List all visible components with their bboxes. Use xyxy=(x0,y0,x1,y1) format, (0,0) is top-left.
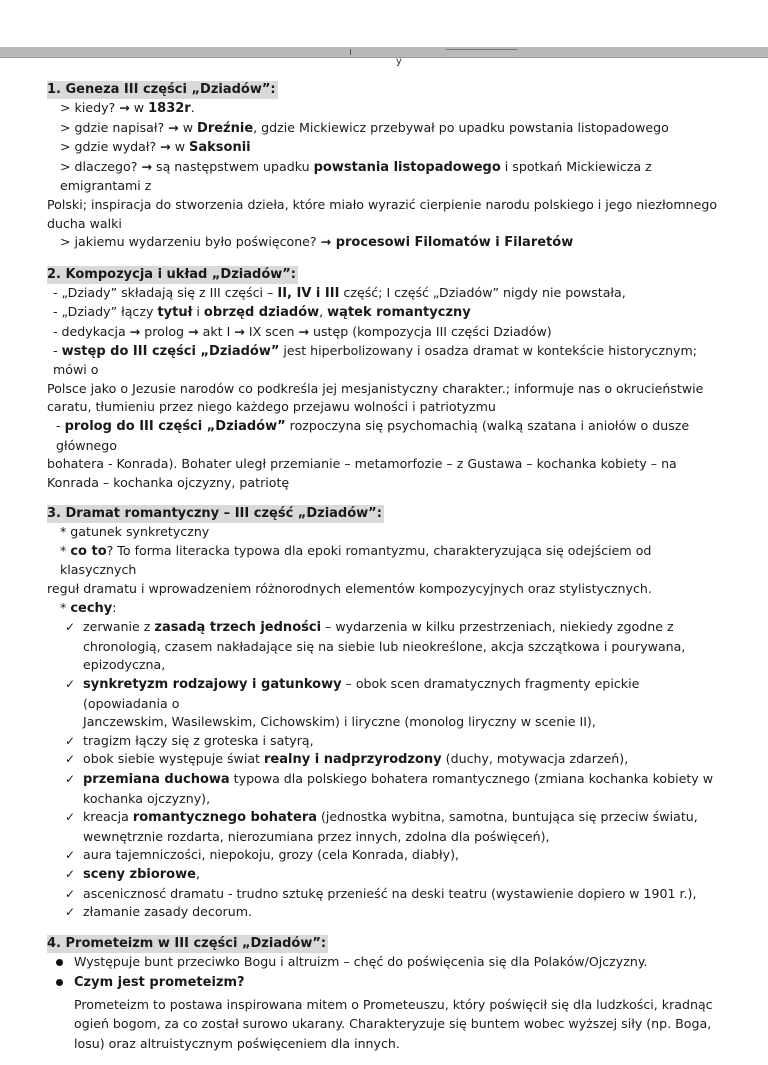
text-line: losu) oraz altruistycznym poświęceniem dla innych. xyxy=(74,1035,400,1051)
text-line: * co to? To forma literacka typowa dla epoki romantyzmu, charakteryzująca się odejściem od klasycznych xyxy=(60,542,652,578)
document-page xyxy=(47,80,727,1065)
checkmark-icon: ✓ xyxy=(65,620,76,635)
bullet-icon xyxy=(56,979,63,986)
text-line: ducha walki xyxy=(47,215,122,231)
list-item: Występuje bunt przeciwko Bogu i altruizm – chęć do poświęcenia się dla Polaków/Ojczyzny. xyxy=(47,953,727,972)
text-line: - „Dziady” łączy tytuł i obrzęd dziadów, wątek romantyczny xyxy=(53,304,471,321)
arrow-icon: → xyxy=(141,158,152,174)
arrow-icon: → xyxy=(234,323,245,339)
ruler-tick xyxy=(350,49,351,55)
text-line: * gatunek synkretyczny xyxy=(60,524,210,540)
section-romantic-drama xyxy=(47,504,727,921)
text-line: Prometeizm to postawa inspirowana mitem o Prometeuszu, który poświęcił się dla ludzkości, kradnąc xyxy=(74,996,713,1012)
list-item: ✓ obok siebie występuje świat realny i nadprzyrodzony (duchy, motywacja zdarzeń), xyxy=(65,751,629,768)
list-item: ✓ złamanie zasady decorum. xyxy=(47,903,727,922)
arrow-icon: → xyxy=(188,323,199,339)
text-line: Polski; inspiracja do stworzenia dzieła, które miało wyrazić cierpienie narodu polskiego i jego niezłomnego xyxy=(47,196,718,212)
checkmark-icon: ✓ xyxy=(65,905,76,920)
checkmark-icon: ✓ xyxy=(65,848,76,863)
text-line: caratu, tłumieniu przez niego każdego przejawu wolności i patriotyzmu xyxy=(47,399,496,415)
section-heading: 1. Geneza III części „Dziadów”: xyxy=(47,82,276,97)
list-item: ✓ przemiana duchowa typowa dla polskiego bohatera romantycznego (zmiana kochanka kobiety w kochanka ojczyzny), xyxy=(65,771,714,806)
ruler-bar xyxy=(0,47,768,57)
list-item: ✓ ascenicznosć dramatu - trudno sztukę przenieść na deski teatru (wystawienie dopiero w 1901 r.), xyxy=(47,885,727,904)
ruler-marker xyxy=(446,49,518,50)
text-line: > gdzie napisał? → w Dreźnie, gdzie Mickiewicz przebywał po upadku powstania listopadowego xyxy=(60,119,669,136)
bullet-list xyxy=(47,953,727,993)
cut-off-text: y xyxy=(396,56,402,67)
checkmark-icon: ✓ xyxy=(65,886,76,901)
arrow-icon: → xyxy=(168,119,179,135)
text-line: > jakiemu wydarzeniu było poświęcone? → procesowi Filomatów i Filaretów xyxy=(60,234,574,251)
checkmark-icon: ✓ xyxy=(65,810,76,825)
section-heading: 4. Prometeizm w III części „Dziadów”: xyxy=(47,935,327,951)
checkmark-icon: ✓ xyxy=(65,677,76,692)
ruler-edge xyxy=(0,57,768,58)
list-item: ✓ zerwanie z zasadą trzech jedności – wydarzenia w kilku przestrzeniach, niekiedy zgodne z chronologią, czasem nakładające się na siebie lub nieokreślone, akcja szczątkowa i pourywana, epizodyczna, xyxy=(65,619,686,673)
text-line: - wstęp do III części „Dziadów” jest hiperbolizowany i osadza dramat w kontekście historycznym; mówi o xyxy=(53,342,698,378)
text-line: * cechy: xyxy=(60,599,117,616)
features-list xyxy=(47,618,727,922)
arrow-icon: → xyxy=(119,100,130,115)
text-line: - prolog do III części „Dziadów” rozpoczyna się psychomachią (walką szatana i aniołów o dusze głównego xyxy=(56,417,690,453)
checkmark-icon: ✓ xyxy=(65,733,76,748)
arrow-icon: → xyxy=(129,323,141,339)
text-line: reguł dramatu i wprowadzeniem różnorodnych elementów kompozycyjnych oraz stylistycznych. xyxy=(47,581,652,597)
arrow-icon: → xyxy=(320,234,332,250)
text-line: ogień bogom, za co został surowo ukarany. Charakteryzuje się buntem wobec wyższej siły (np. Boga, xyxy=(74,1016,712,1032)
text-line: Polsce jako o Jezusie narodów co podkreśla jej mesjanistyczny charakter.; informuje nas o okrucieństwie xyxy=(47,380,704,396)
list-item: ✓ kreacja romantycznego bohatera (jednostka wybitna, samotna, buntująca się przeciw światu, wewnętrznie rozdarta, nierozumiana przez innych, zdolna dla poświęceń), xyxy=(65,809,698,844)
text-line: bohatera - Konrada). Bohater uległ przemianie – metamorfozie – z Gustawa – kochanka kobiety – na xyxy=(47,456,677,472)
section-genesis xyxy=(47,80,727,253)
list-item: ✓ tragizm łączy się z groteska i satyrą, xyxy=(47,732,727,751)
bullet-icon xyxy=(56,959,63,966)
text-line: > gdzie wydał? → w Saksonii xyxy=(60,139,251,156)
text-line: Konrada – kochanka ojczyzny, patriotę xyxy=(47,474,290,490)
checkmark-icon: ✓ xyxy=(65,752,76,767)
list-item: ✓ synkretyzm rodzajowy i gatunkowy – obok scen dramatycznych fragmenty epickie (opowiadania o Janczewskim, Wasilewskim, Cichowskim) i liryczne (monolog liryczny w scenie II), xyxy=(65,676,640,730)
list-item: ✓ sceny zbiorowe, xyxy=(65,865,200,882)
checkmark-icon: ✓ xyxy=(65,772,76,786)
checkmark-icon: ✓ xyxy=(65,866,76,881)
section-heading: 3. Dramat romantyczny – III część „Dziadów”: xyxy=(47,506,382,522)
list-item: ✓ aura tajemniczości, niepokoju, grozy (cela Konrada, diabły), xyxy=(47,846,727,865)
arrow-icon: → xyxy=(160,139,171,155)
section-composition xyxy=(47,265,727,493)
section-heading: 2. Kompozycja i układ „Dziadów”: xyxy=(47,266,296,282)
text-line: > dlaczego? → są następstwem upadku powstania listopadowego i spotkań Mickiewicza z emigrantami z xyxy=(60,158,652,194)
arrow-icon: → xyxy=(298,323,309,339)
text-line: - dedykacja → prolog → akt I → IX scen → ustęp (kompozycja III części Dziadów) xyxy=(53,323,552,339)
list-item: Czym jest prometeizm? xyxy=(47,973,727,993)
text-line: - „Dziady” składają się z III części – II, IV i III część; I część „Dziadów” nigdy nie powstała, xyxy=(53,284,626,301)
section-prometheism xyxy=(47,934,727,1053)
text-line: > kiedy? → w 1832r. xyxy=(60,100,195,116)
